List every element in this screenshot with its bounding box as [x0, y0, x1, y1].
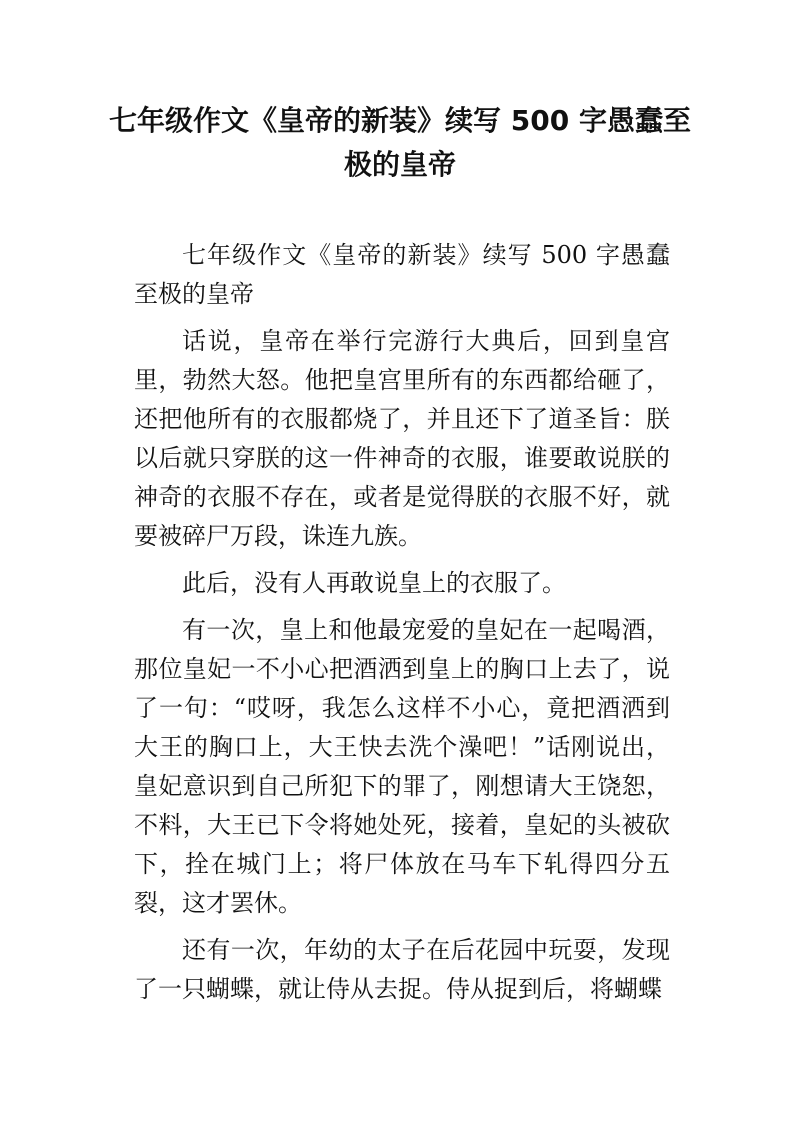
paragraph-subtitle: 七年级作文《皇帝的新装》续写 500 字愚蠢至极的皇帝 [134, 241, 670, 308]
document-body [134, 236, 670, 1017]
paragraph: 还有一次，年幼的太子在后花园中玩耍，发现了一只蝴蝶，就让侍从去捉。侍从捉到后，将蝴蝶 [134, 936, 670, 1003]
paragraph: 有一次，皇上和他最宠爱的皇妃在一起喝酒，那位皇妃一不小心把酒洒到皇上的胸口上去了，说了一句：“哎呀，我怎么这样不小心，竟把酒洒到大王的胸口上，大王快去洗个澡吧！”话刚说出，皇妃意识到自己所犯下的罪了，刚想请大王饶恕，不料，大王已下令将她处死，接着，皇妃的头被砍下，拴在城门上；将尸体放在马车下轧得四分五裂，这才罢休。 [134, 616, 670, 917]
document-title: 七年级作文《皇帝的新装》续写 500 字愚蠢至极的皇帝 [109, 104, 691, 181]
paragraph: 话说，皇帝在举行完游行大典后，回到皇宫里，勃然大怒。他把皇宫里所有的东西都给砸了，还把他所有的衣服都烧了，并且还下了道圣旨：朕以后就只穿朕的这一件神奇的衣服，谁要敢说朕的神奇的衣服不存在，或者是觉得朕的衣服不好，就要被碎尸万段，诛连九族。 [134, 327, 670, 550]
paragraph: 此后，没有人再敢说皇上的衣服了。 [182, 569, 566, 597]
